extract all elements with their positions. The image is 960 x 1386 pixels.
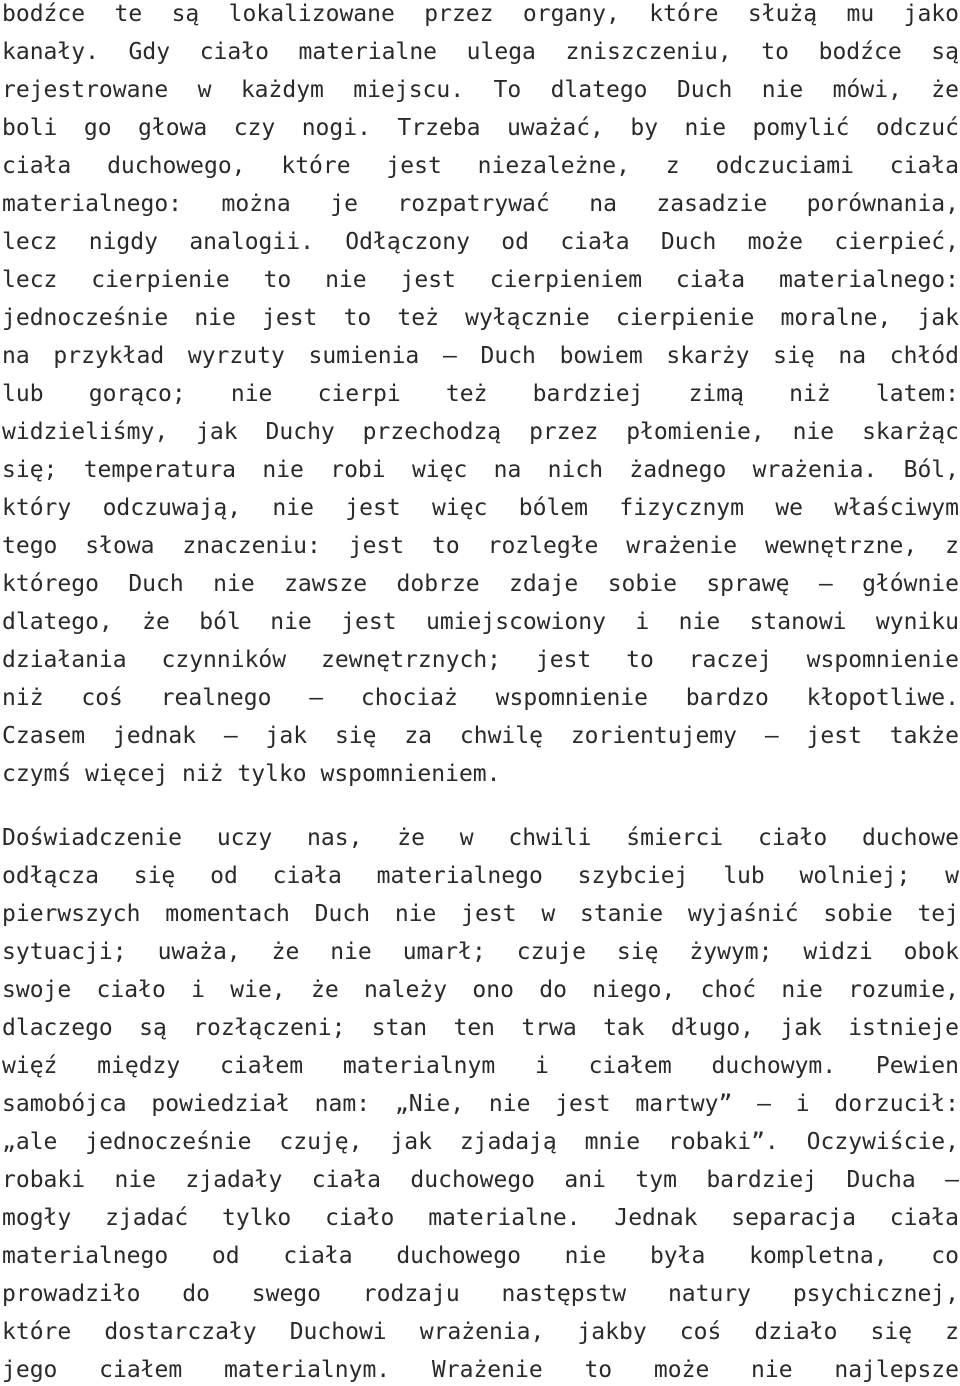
text-line: które dostarczały Duchowi wrażenia, jakby coś działo się z bbox=[2, 1319, 959, 1345]
text-line: materialnego od ciała duchowego nie była kompletna, co bbox=[2, 1243, 959, 1269]
text-line: czymś więcej niż tylko wspomnieniem. bbox=[2, 761, 501, 787]
text-line: więź między ciałem materialnym i ciałem duchowym. Pewien bbox=[2, 1053, 959, 1079]
text-line: jednocześnie nie jest to też wyłącznie cierpienie moralne, jak bbox=[2, 305, 959, 331]
text-line: robaki nie zjadały ciała duchowego ani tym bardziej Ducha — bbox=[2, 1167, 959, 1193]
text-line: na przykład wyrzuty sumienia — Duch bowiem skarży się na chłód bbox=[2, 343, 959, 369]
text-line: bodźce te są lokalizowane przez organy, które służą mu jako bbox=[2, 1, 959, 27]
text-line: się; temperatura nie robi więc na nich żadnego wrażenia. Ból, bbox=[2, 457, 959, 483]
text-line: swoje ciało i wie, że należy ono do niego, choć nie rozumie, bbox=[2, 977, 959, 1003]
text-line: ciała duchowego, które jest niezależne, z odczuciami ciała bbox=[2, 153, 959, 179]
text-line: lecz cierpienie to nie jest cierpieniem ciała materialnego: bbox=[2, 267, 959, 293]
text-line: rejestrowane w każdym miejscu. To dlatego Duch nie mówi, że bbox=[2, 77, 959, 103]
text-line: działania czynników zewnętrznych; jest to raczej wspomnienie bbox=[2, 647, 959, 673]
text-line: lub gorąco; nie cierpi też bardziej zimą niż latem: bbox=[2, 381, 959, 407]
text-line: samobójca powiedział nam: „Nie, nie jest martwy” — i dorzucił: bbox=[2, 1091, 959, 1117]
paragraph-1 bbox=[2, 0, 959, 793]
text-line: sytuacji; uważa, że nie umarł; czuje się żywym; widzi obok bbox=[2, 939, 959, 965]
text-line: dlatego, że ból nie jest umiejscowiony i nie stanowi wyniku bbox=[2, 609, 959, 635]
text-line: boli go głowa czy nogi. Trzeba uważać, by nie pomylić odczuć bbox=[2, 115, 959, 141]
text-line: który odczuwają, nie jest więc bólem fizycznym we właściwym bbox=[2, 495, 959, 521]
text-line: widzieliśmy, jak Duchy przechodzą przez płomienie, nie skarżąc bbox=[2, 419, 959, 445]
text-line: prowadziło do swego rodzaju następstw natury psychicznej, bbox=[2, 1281, 959, 1307]
text-line: odłącza się od ciała materialnego szybciej lub wolniej; w bbox=[2, 863, 959, 889]
text-line: materialnego: można je rozpatrywać na zasadzie porównania, bbox=[2, 191, 959, 217]
paragraph-2 bbox=[2, 819, 959, 1386]
text-line: lecz nigdy analogii. Odłączony od ciała Duch może cierpieć, bbox=[2, 229, 959, 255]
text-line: kanały. Gdy ciało materialne ulega zniszczeniu, to bodźce są bbox=[2, 39, 959, 65]
text-line: „ale jednocześnie czuję, jak zjadają mnie robaki”. Oczywiście, bbox=[2, 1129, 959, 1155]
text-line: którego Duch nie zawsze dobrze zdaje sobie sprawę — głównie bbox=[2, 571, 959, 597]
text-line: Czasem jednak — jak się za chwilę zorientujemy — jest także bbox=[2, 723, 959, 749]
text-line: mogły zjadać tylko ciało materialne. Jednak separacja ciała bbox=[2, 1205, 959, 1231]
text-line: jego ciałem materialnym. Wrażenie to może nie najlepsze bbox=[2, 1357, 959, 1383]
text-line: niż coś realnego — chociaż wspomnienie bardzo kłopotliwe. bbox=[2, 685, 959, 711]
text-line: Doświadczenie uczy nas, że w chwili śmierci ciało duchowe bbox=[2, 825, 959, 851]
text-line: pierwszych momentach Duch nie jest w stanie wyjaśnić sobie tej bbox=[2, 901, 959, 927]
text-line: dlaczego są rozłączeni; stan ten trwa tak długo, jak istnieje bbox=[2, 1015, 959, 1041]
text-line: tego słowa znaczeniu: jest to rozległe wrażenie wewnętrzne, z bbox=[2, 533, 959, 559]
